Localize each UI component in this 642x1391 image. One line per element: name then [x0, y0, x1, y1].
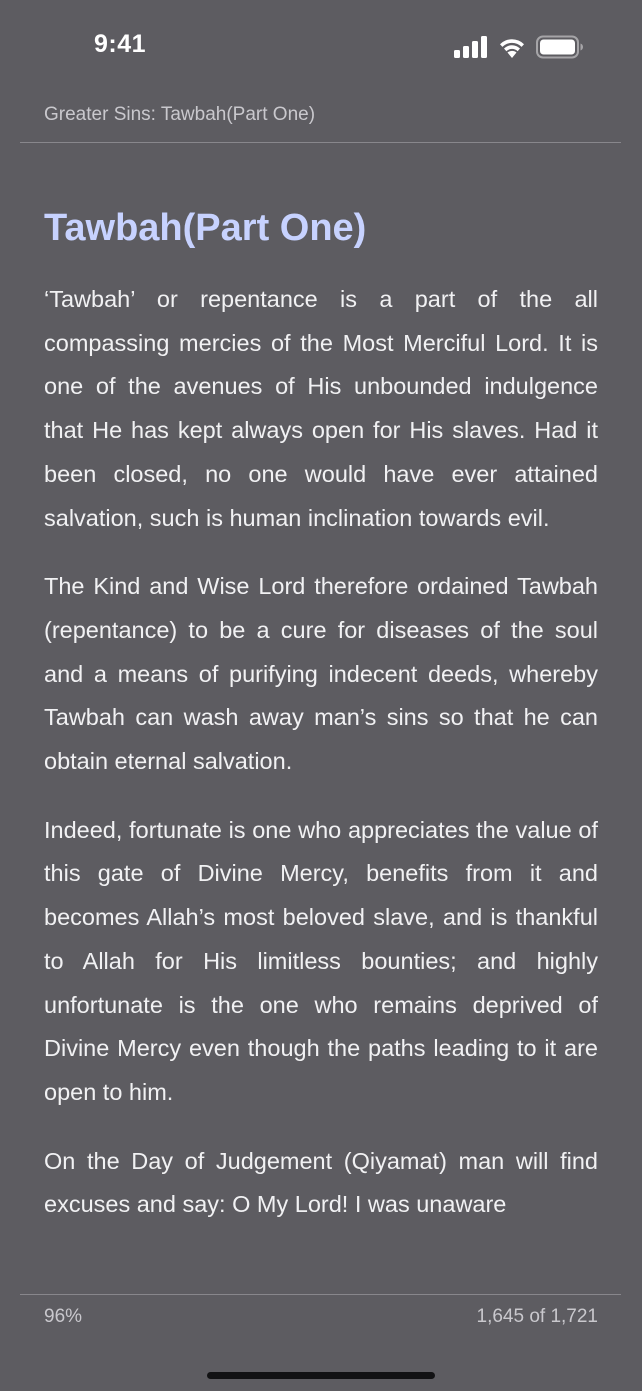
book-title-header[interactable]: Greater Sins: Tawbah(Part One) [44, 104, 316, 125]
reading-content[interactable] [44, 188, 598, 1270]
status-icons [454, 34, 584, 60]
paragraph-2: The Kind and Wise Lord therefore ordained Tawbah (repentance) to be a cure for diseases of the soul and a means of purifying indecent deeds, whereby Tawbah can wash away man’s sins so that he can obtain eternal salvation. [44, 573, 598, 775]
page-position: 1,645 of 1,721 [476, 1306, 598, 1327]
battery-icon [536, 35, 584, 59]
cellular-signal-icon [454, 36, 488, 58]
home-indicator[interactable] [207, 1372, 435, 1379]
wifi-icon [497, 36, 527, 58]
footer-divider [20, 1294, 621, 1295]
chapter-title: Tawbah(Part One) [44, 207, 367, 249]
status-time: 9:41 [94, 30, 147, 58]
reading-progress: 96% [44, 1306, 83, 1327]
paragraph-1: ‘Tawbah’ or repentance is a part of the all compassing mercies of the Most Merciful Lord. It is one of the avenues of His unbounded indulgence that He has kept always open for His slaves. Had it been closed, no one would have ever attained salvation, such is human inclination towards evil. [44, 286, 598, 531]
paragraph-4: On the Day of Judgement (Qiyamat) man will find excuses and say: O My Lord! I was unaware [44, 1147, 598, 1218]
status-bar [0, 0, 642, 94]
paragraph-3: Indeed, fortunate is one who appreciates the value of this gate of Divine Mercy, benefits from it and becomes Allah’s most beloved slave, and is thankful to Allah for His limitless bounties; and highly unfortunate is the one who remains deprived of Divine Mercy even though the paths leading to it are open to him. [44, 816, 598, 1105]
header-divider [20, 142, 621, 143]
